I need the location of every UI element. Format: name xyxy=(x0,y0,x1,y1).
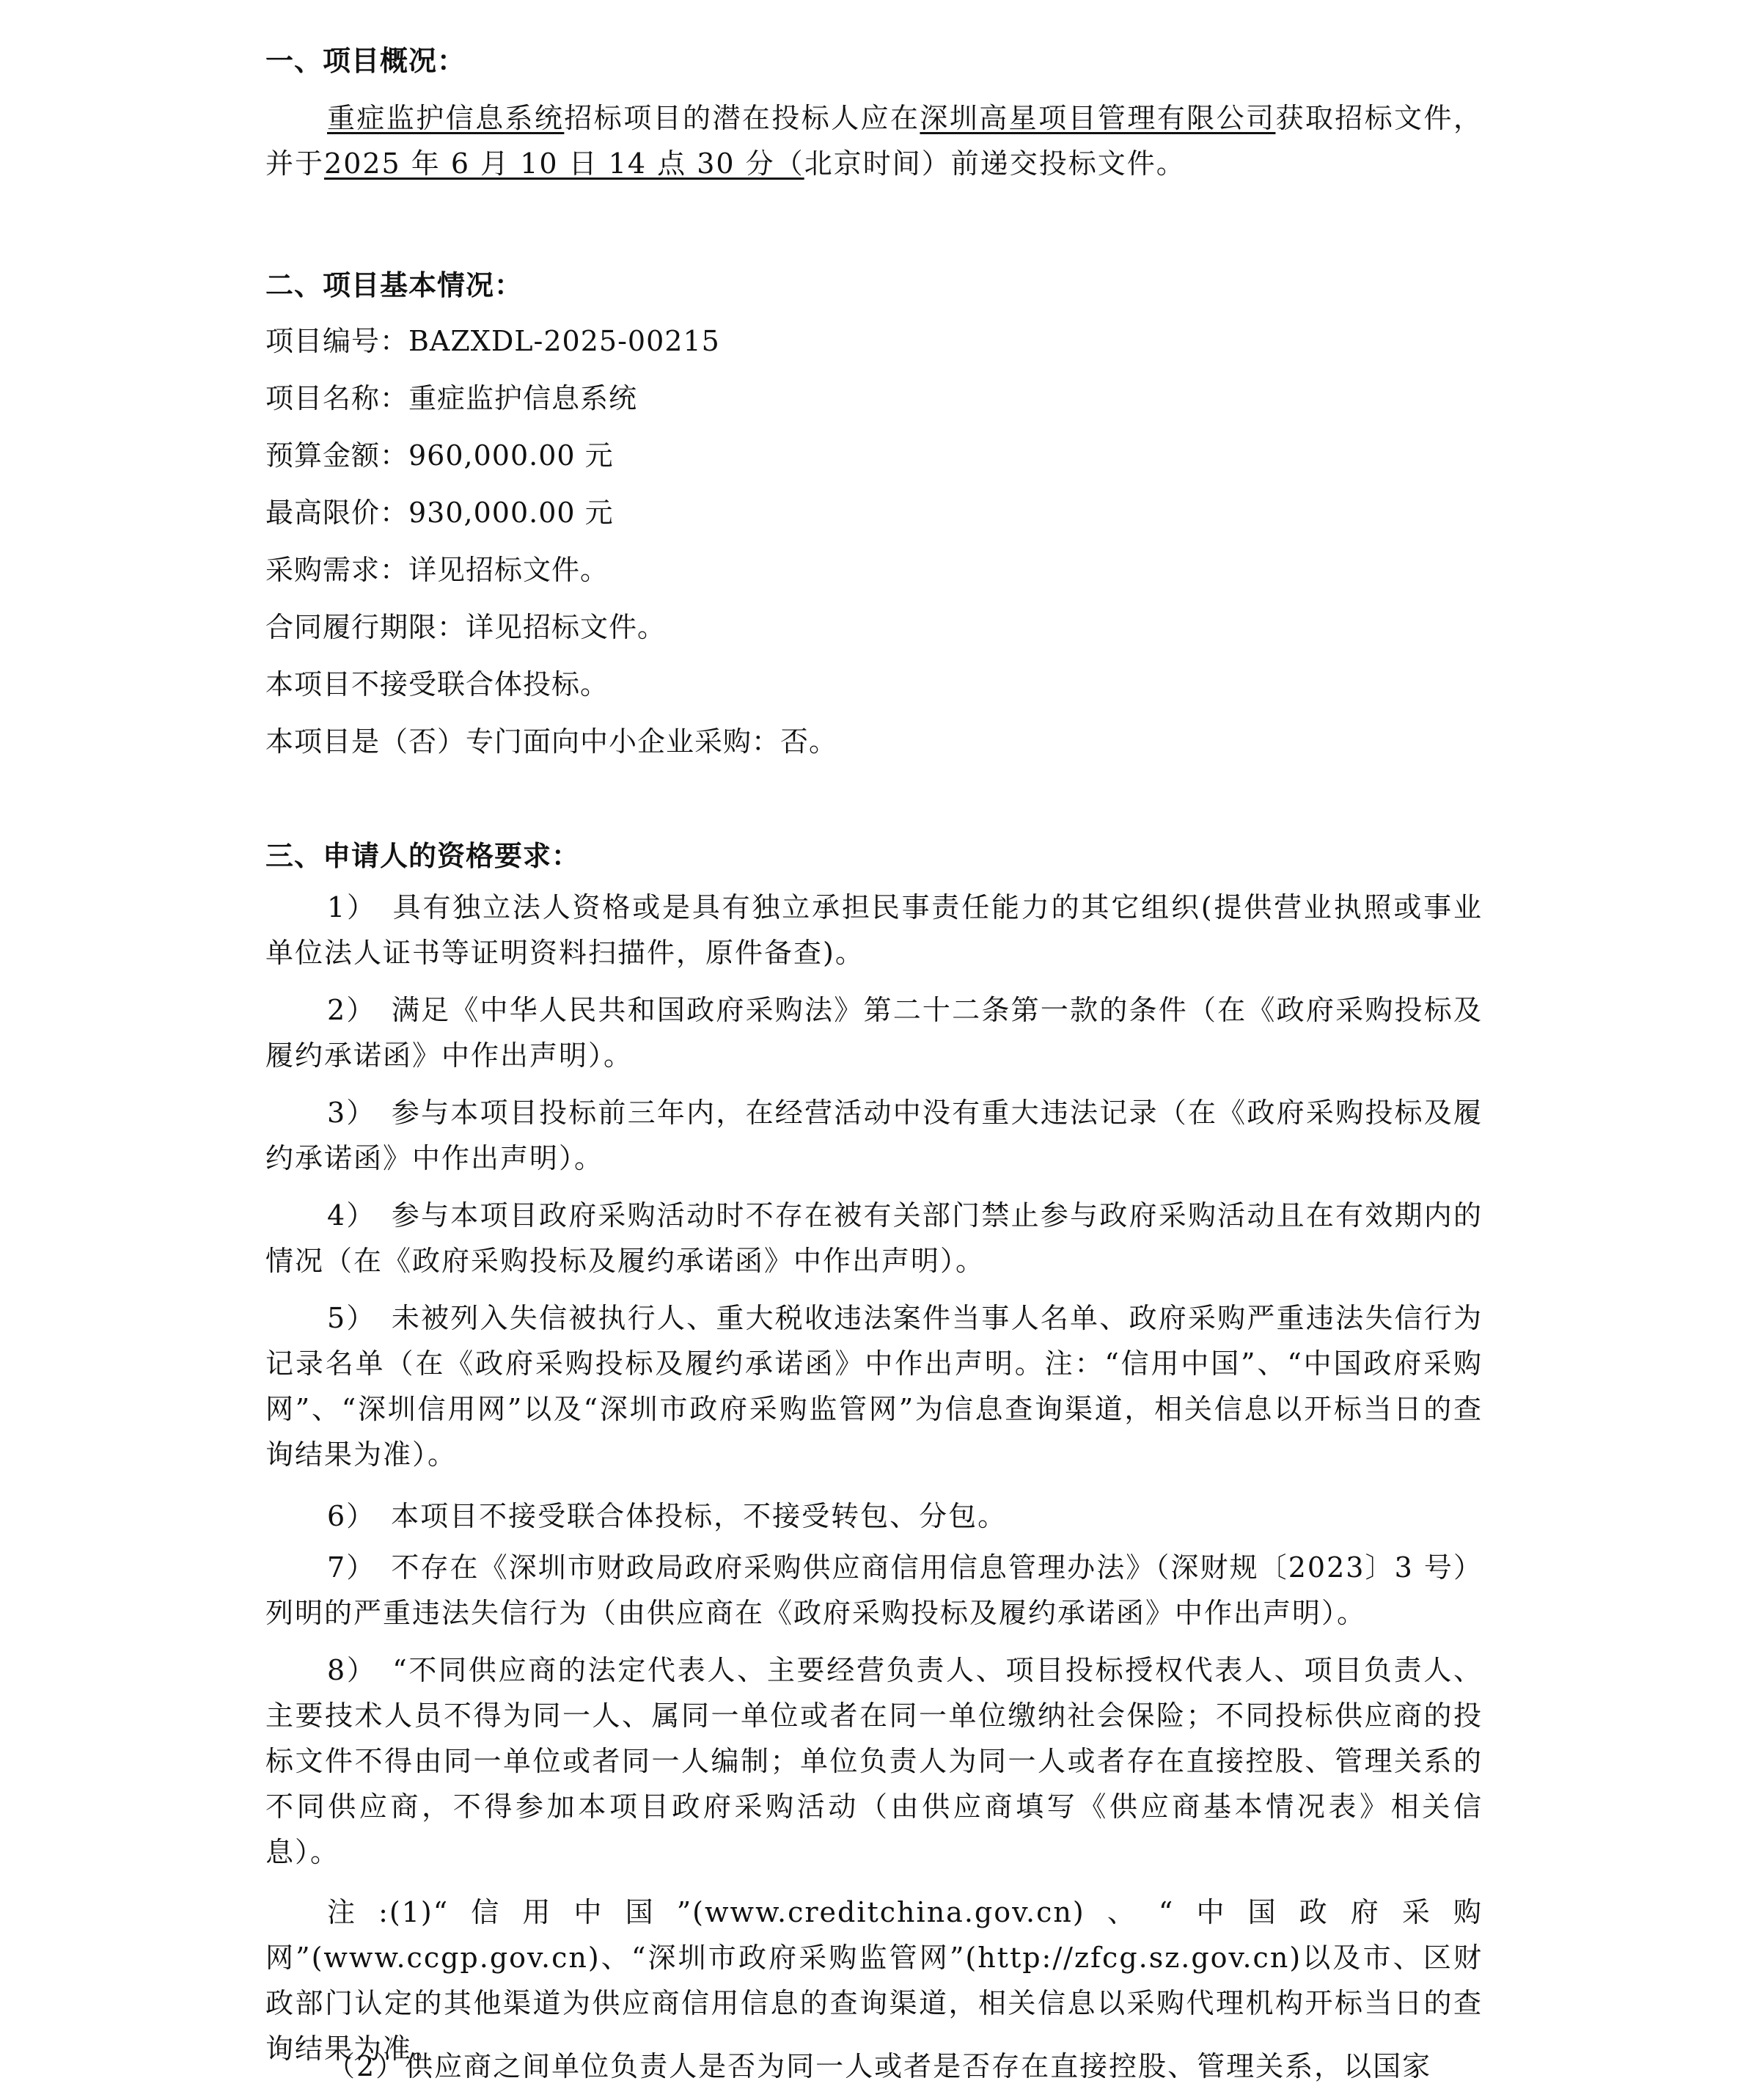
requirement-item-6: 6） 本项目不接受联合体投标，不接受转包、分包。 xyxy=(327,1500,1008,1532)
requirement-item-8: 8） “不同供应商的法定代表人、主要经营负责人、项目投标授权代表人、项目负责人、主要技术人员不得为同一人、属同一单位或者在同一单位缴纳社会保险；不同投标供应商的投标文件不得由同一单位或者同一人编制；单位负责人为同一人或者存在直接控股、管理关系的不同供应商，不得参加本项目政府采购活动（由供应商填写《供应商基本情况表》相关信息）。 xyxy=(265,1654,1483,1868)
requirement-item-7: 7） 不存在《深圳市财政局政府采购供应商信用信息管理办法》（深财规〔2023〕3 号）列明的严重违法失信行为（由供应商在《政府采购投标及履约承诺函》中作出声明）。 xyxy=(265,1551,1483,1629)
contract-period: 合同履行期限：详见招标文件。 xyxy=(265,611,667,643)
note-1: 注:(1)“信用中国”(www.creditchina.gov.cn)、“中国政府采购网”(www.ccgp.gov.cn)、“深圳市政府采购监管网”(http://zfcg.sz.gov.cn)以及市、区财政部门认定的其他渠道为供应商信用信息的查询渠道，相关信息以采购代理机构开标当日的查询结果为准。 xyxy=(265,1896,1483,2065)
note-2: （2）供应商之间单位负责人是否为同一人或者是否存在直接控股、管理关系，以国家 xyxy=(327,2050,1432,2082)
consortium-policy: 本项目不接受联合体投标。 xyxy=(265,668,609,700)
section2-heading: 二、项目基本情况： xyxy=(265,269,524,301)
intro-text-3: 北京时间）前递交投标文件。 xyxy=(804,147,1186,180)
budget-amount: 预算金额：960,000.00 元 xyxy=(265,439,614,472)
sme-policy: 本项目是（否）专门面向中小企业采购：否。 xyxy=(265,725,838,758)
intro-text-2: 获取招标文件，并于 xyxy=(265,102,1483,180)
project-number: 项目编号：BAZXDL-2025-00215 xyxy=(265,325,720,357)
section1-intro xyxy=(265,95,1483,186)
requirement-item-1: 1） 具有独立法人资格或是具有独立承担民事责任能力的其它组织(提供营业执照或事业单位法人证书等证明资料扫描件，原件备查)。 xyxy=(265,891,1483,969)
procurement-requirement: 采购需求：详见招标文件。 xyxy=(265,554,609,586)
requirement-item-5: 5） 未被列入失信被执行人、重大税收违法案件当事人名单、政府采购严重违法失信行为记录名单（在《政府采购投标及履约承诺函》中作出声明。注：“信用中国”、“中国政府采购网”、“深圳信用网”以及“深圳市政府采购监管网”为信息查询渠道，相关信息以开标当日的查询结果为准）。 xyxy=(265,1302,1483,1471)
project-name: 项目名称：重症监护信息系统 xyxy=(265,382,638,414)
section3-heading: 三、申请人的资格要求： xyxy=(265,840,581,872)
agency-name: 深圳高星项目管理有限公司 xyxy=(920,102,1276,134)
requirement-item-4: 4） 参与本项目政府采购活动时不存在被有关部门禁止参与政府采购活动且在有效期内的情况（在《政府采购投标及履约承诺函》中作出声明）。 xyxy=(265,1199,1483,1277)
intro-text-1: 招标项目的潜在投标人应在 xyxy=(564,102,920,134)
deadline: 2025 年 6 月 10 日 14 点 30 分（ xyxy=(324,147,804,180)
section1-heading: 一、项目概况： xyxy=(265,45,466,77)
project-name-link: 重症监护信息系统 xyxy=(327,102,565,134)
requirement-item-3: 3） 参与本项目投标前三年内，在经营活动中没有重大违法记录（在《政府采购投标及履约承诺函》中作出声明）。 xyxy=(265,1097,1483,1174)
requirement-item-2: 2） 满足《中华人民共和国政府采购法》第二十二条第一款的条件（在《政府采购投标及履约承诺函》中作出声明）。 xyxy=(265,994,1483,1072)
max-price: 最高限价：930,000.00 元 xyxy=(265,497,614,529)
